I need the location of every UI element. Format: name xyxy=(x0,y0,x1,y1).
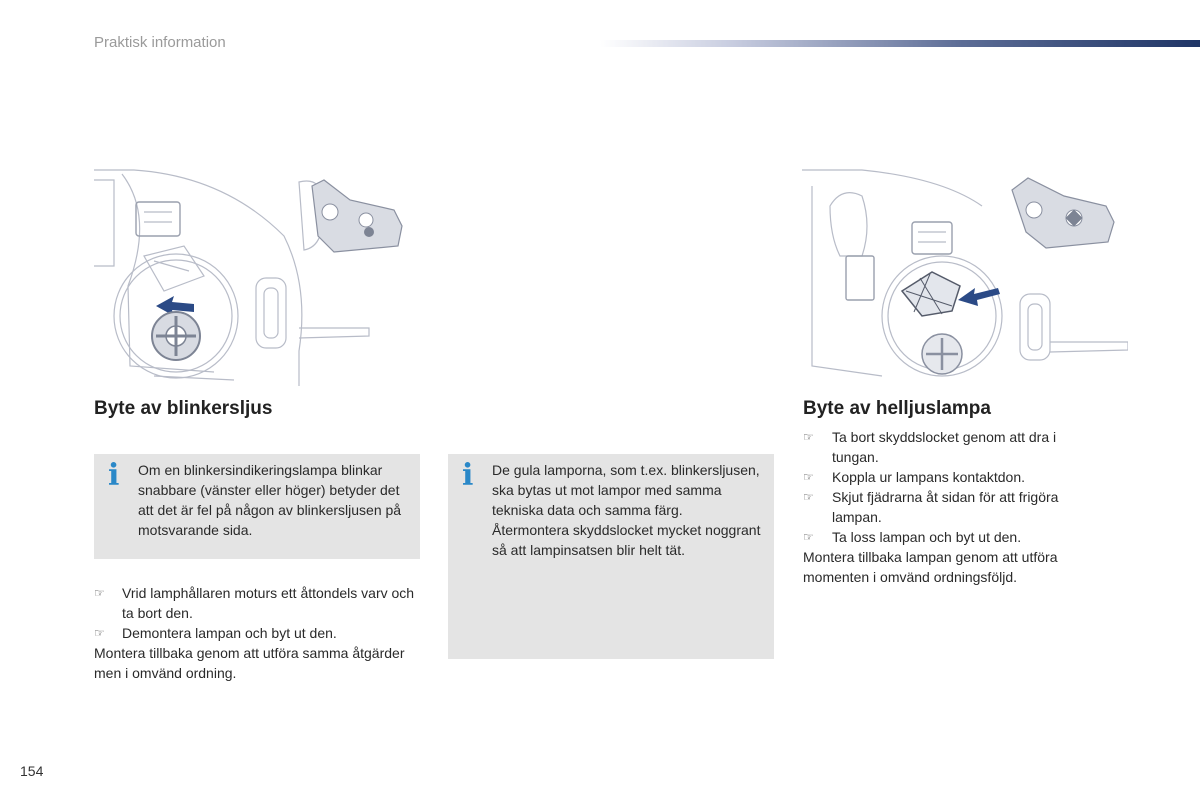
info-box-amber-lamps xyxy=(448,454,774,659)
info-icon: i xyxy=(108,458,120,493)
high-beam-illustration xyxy=(802,166,1128,386)
list-item: ☞ Vrid lamphållaren moturs ett åttondels varv och ta bort den. xyxy=(94,585,415,621)
turn-signal-instructions xyxy=(94,583,424,683)
info-box-turn-signal xyxy=(94,454,420,559)
info-paragraph: Återmontera skyddslocket mycket noggrant så att lampinsatsen blir helt tät. xyxy=(492,522,761,558)
info-text: Om en blinkersindikeringslampa blinkar snabbare (vänster eller höger) betyder det att det är fel på någon av blinkersljusen på motsvarande sida. xyxy=(138,462,402,538)
high-beam-heading: Byte av helljuslampa xyxy=(803,398,991,419)
closing-text: Montera tillbaka genom att utföra samma åtgärder men i omvänd ordning. xyxy=(94,645,405,681)
list-item: ☞ Skjut fjädrarna åt sidan för att frigöra lampan. xyxy=(803,489,1059,525)
high-beam-instructions xyxy=(803,427,1103,587)
turn-signal-heading: Byte av blinkersljus xyxy=(94,398,273,419)
pointing-hand-icon: ☞ xyxy=(94,626,105,640)
header-gradient-bar xyxy=(600,40,1200,47)
pointing-hand-icon: ☞ xyxy=(94,586,105,600)
section-title: Praktisk information xyxy=(94,34,226,51)
info-paragraph: De gula lamporna, som t.ex. blinkersljusen, ska bytas ut mot lampor med samma tekniska data och samma färg. xyxy=(492,462,760,518)
page-number: 154 xyxy=(20,763,44,779)
pointing-hand-icon: ☞ xyxy=(803,430,814,444)
info-icon: i xyxy=(462,458,474,493)
pointing-hand-icon: ☞ xyxy=(803,490,814,504)
turn-signal-illustration xyxy=(94,166,420,386)
closing-text: Montera tillbaka lampan genom att utföra momenten i omvänd ordningsföljd. xyxy=(803,549,1058,585)
list-item: ☞ Koppla ur lampans kontaktdon. xyxy=(803,469,1026,485)
pointing-hand-icon: ☞ xyxy=(803,470,814,484)
pointing-hand-icon: ☞ xyxy=(803,530,814,544)
list-item: ☞ Ta loss lampan och byt ut den. xyxy=(803,529,1022,545)
info-text xyxy=(492,460,764,560)
list-item: ☞ Demontera lampan och byt ut den. xyxy=(94,625,337,641)
list-item: ☞ Ta bort skyddslocket genom att dra i tungan. xyxy=(803,429,1057,465)
